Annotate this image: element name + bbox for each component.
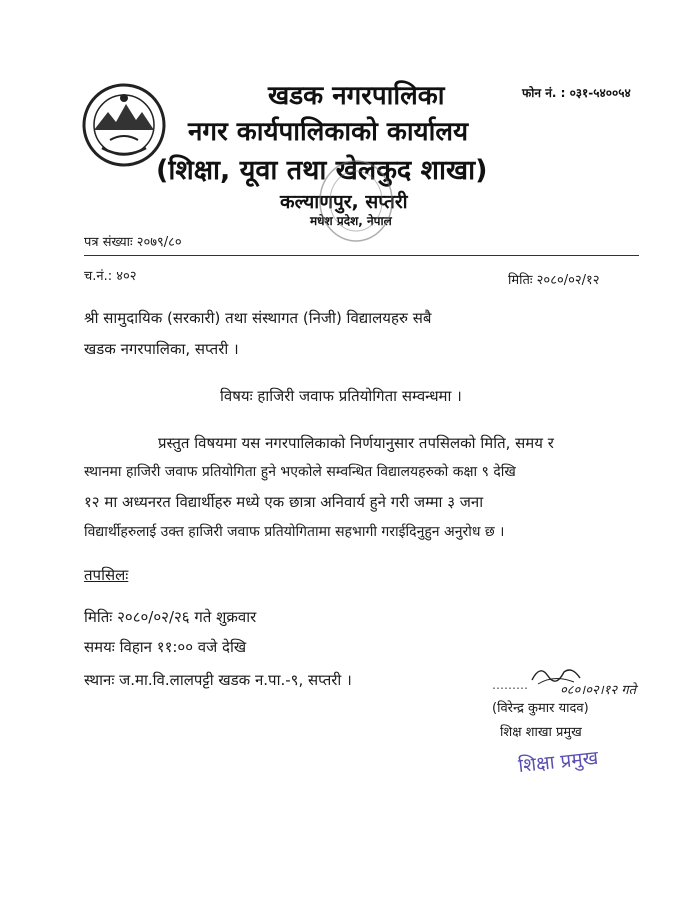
office-title-2: नगर कार्यपालिकाको कार्यालय [188,117,469,147]
letter-date: मितिः २०८०/०२/१२ [508,273,600,288]
patra-sankhya: पत्र संख्याः २०७९/८० [84,235,182,250]
header-rule [84,255,639,256]
municipality-emblem [80,82,168,168]
addressee-line-1: श्री सामुदायिक (सरकारी) तथा संस्थागत (निजी) विद्यालयहरु सबै [84,309,432,327]
phone-number: फोन नं. : ०३१-५४००५४ [522,86,631,100]
signature-dots: ……… [492,678,528,692]
chalani-number: च.नं.: ४०२ [84,269,137,284]
office-title-4: कल्याणपुर, सप्तरी [280,191,408,213]
event-place: स्थानः ज.मा.वि.लालपट्टी खडक न.पा.-९, सप्तरी । [84,671,352,689]
office-seal [316,158,396,244]
event-time: समयः विहान ११:०० वजे देखि [84,638,247,656]
office-title-5: मधेश प्रदेश, नेपाल [310,214,392,228]
addressee-line-2: खडक नगरपालिका, सप्तरी । [84,340,239,358]
body-line-4: विद्यार्थीहरुलाई उक्त हाजिरी जवाफ प्रतियोगितामा सहभागी गराईदिनुहुन अनुरोध छ । [84,524,505,540]
office-title-1: खडक नगरपालिका [268,81,445,111]
event-date: मितिः २०८०/०२/२६ गते शुक्रवार [84,608,257,626]
subject-line: विषयः हाजिरी जवाफ प्रतियोगिता सम्वन्धमा । [220,387,462,405]
body-line-1: प्रस्तुत विषयमा यस नगरपालिकाको निर्णयानुसार तपसिलको मिति, समय र [158,434,554,452]
department-stamp: शिक्षा प्रमुख [517,746,600,778]
body-line-2: स्थानमा हाजिरी जवाफ प्रतियोगिता हुने भएकोले सम्वन्धित विद्यालयहरुको कक्षा ९ देखि [84,464,516,480]
signatory-designation: शिक्ष शाखा प्रमुख [500,725,582,740]
body-line-3: १२ मा अध्यनरत विद्यार्थीहरु मध्ये एक छात्रा अनिवार्य हुने गरी जम्मा ३ जना [84,493,484,511]
details-heading: तपसिलः [84,566,129,584]
signature-date: ०८०।०२।१२ गते [560,683,637,698]
signatory-name: (विरेन्द्र कुमार यादव) [492,701,589,716]
office-title-3: (शिक्षा, यूवा तथा खेलकुद शाखा) [156,155,488,186]
